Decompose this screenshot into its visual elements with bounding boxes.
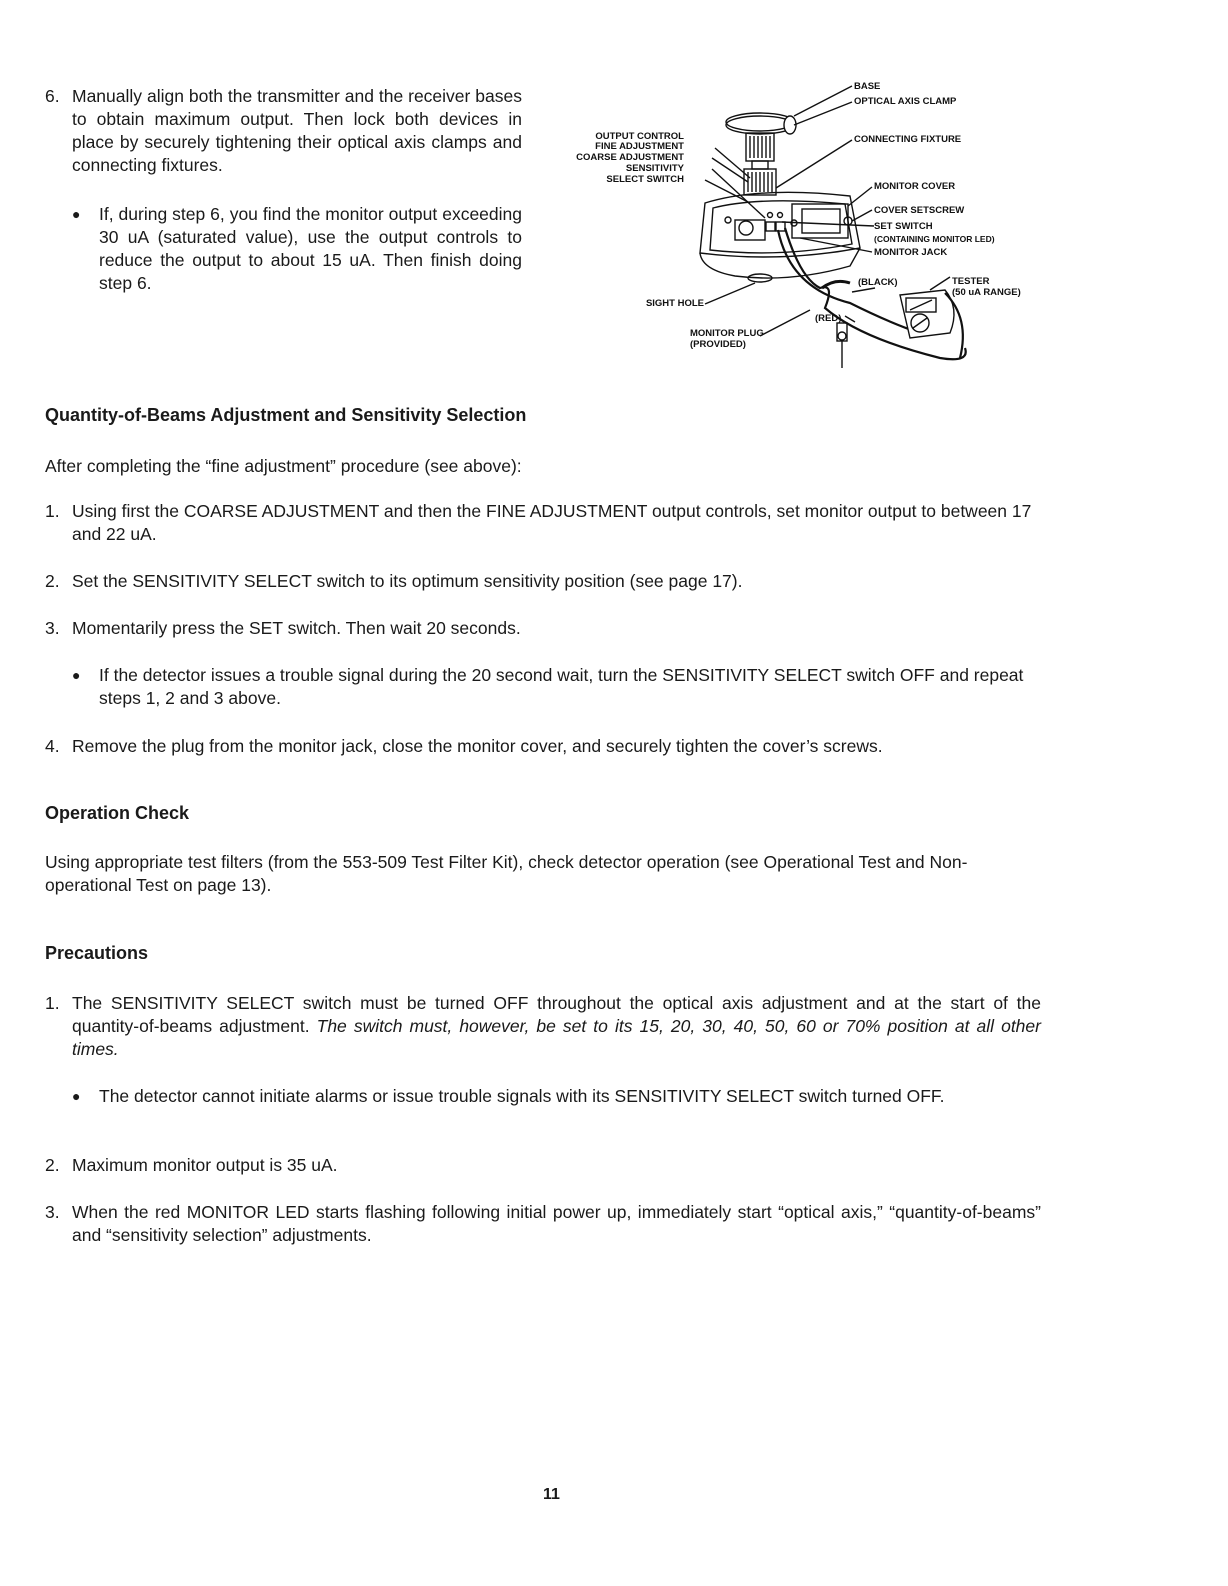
operation-check-text: Using appropriate test filters (from the 553-509 Test Filter Kit), check detector operation (see Operational Test and Non-operational Test on page 13). (45, 852, 968, 895)
list-item (45, 617, 1045, 640)
list-bullet-text: The detector cannot initiate alarms or issue trouble signals with its SENSITIVITY SELECT switch turned OFF. (99, 1086, 945, 1106)
list-number: 1. (45, 993, 60, 1013)
label-containing-monitor-led: (CONTAINING MONITOR LED) (874, 234, 995, 244)
label-base: BASE (854, 81, 881, 92)
label-red: (RED) (815, 313, 842, 324)
step-6 (45, 85, 522, 177)
page-number: 11 (543, 1486, 560, 1503)
step-6-number: 6. (45, 86, 60, 106)
list-text: Using first the COARSE ADJUSTMENT and then the FINE ADJUSTMENT output controls, set monitor output to between 17 and 22 uA. (72, 501, 1032, 544)
list-item (45, 570, 1045, 593)
list-number: 2. (45, 571, 60, 591)
label-cover-setscrew: COVER SETSCREW (874, 205, 965, 216)
label-monitor-cover: MONITOR COVER (874, 181, 956, 192)
list-text: Maximum monitor output is 35 uA. (72, 1155, 338, 1175)
section-heading-precautions: Precautions (45, 943, 149, 963)
list-text: Momentarily press the SET switch. Then wait 20 seconds. (72, 618, 521, 638)
list-text-italic: The switch must, however, be set to its 15, 20, 30, 40, 50, 60 or 70% position at all other times. (72, 1016, 1041, 1059)
list-number: 1. (45, 501, 60, 521)
list-number: 3. (45, 1202, 60, 1222)
list-text: When the red MONITOR LED starts flashing following initial power up, immediately start “optical axis,” “quantity-of-beams” and “sensitivity selection” adjustments. (72, 1202, 1041, 1245)
label-select-switch: SELECT SWITCH (606, 174, 684, 185)
label-set-switch: SET SWITCH (874, 221, 933, 232)
detector-diagram (560, 78, 1040, 378)
label-tester-range: (50 uA RANGE) (952, 287, 1021, 298)
label-fine-adjustment: FINE ADJUSTMENT (595, 141, 684, 152)
step-6-bullet (72, 203, 522, 295)
list-text: Set the SENSITIVITY SELECT switch to its optimum sensitivity position (see page 17). (72, 571, 743, 591)
list-item (45, 735, 1045, 758)
label-black: (BLACK) (858, 277, 898, 288)
label-connecting-fixture: CONNECTING FIXTURE (854, 134, 962, 145)
list-item (45, 1154, 1041, 1177)
list-number: 3. (45, 618, 60, 638)
label-output-control: OUTPUT CONTROL (595, 131, 684, 142)
list-bullet (72, 664, 1045, 710)
list-bullet-text: If the detector issues a trouble signal during the 20 second wait, turn the SENSITIVITY SELECT switch OFF and repeat steps 1, 2 and 3 above. (99, 665, 1024, 708)
list-item (45, 992, 1041, 1061)
label-provided: (PROVIDED) (690, 339, 746, 350)
detector-illustration (560, 78, 1040, 378)
list-item (45, 500, 1045, 546)
list-text: Remove the plug from the monitor jack, close the monitor cover, and securely tighten the cover’s screws. (72, 736, 883, 756)
step-6-text: Manually align both the transmitter and the receiver bases to obtain maximum output. Then lock both devices in place by securely tightening their optical axis clamps and connecting fixtures. (72, 86, 522, 175)
label-sensitivity: SENSITIVITY (625, 163, 684, 174)
list-bullet (72, 1085, 1041, 1108)
list-text: The SENSITIVITY SELECT switch must be turned OFF throughout the optical axis adjustment and at the start of the quantity-of-beams adjustment. (72, 993, 1041, 1036)
section-heading-quantity-of-beams: Quantity-of-Beams Adjustment and Sensitivity Selection (45, 405, 527, 425)
list-text-wrapper (45, 992, 1041, 1061)
label-monitor-plug: MONITOR PLUG (690, 328, 764, 339)
step-6-bullet-text: If, during step 6, you find the monitor output exceeding 30 uA (saturated value), use the output controls to reduce the output to about 15 uA. Then finish doing step 6. (99, 204, 522, 293)
label-optical-axis-clamp: OPTICAL AXIS CLAMP (854, 96, 957, 107)
bullet-icon: ● (72, 667, 81, 683)
section-heading-operation-check: Operation Check (45, 803, 190, 823)
list-number: 4. (45, 736, 60, 756)
list-number: 2. (45, 1155, 60, 1175)
label-monitor-jack: MONITOR JACK (874, 247, 948, 258)
label-tester: TESTER (952, 276, 990, 287)
section-intro: After completing the “fine adjustment” procedure (see above): (45, 456, 522, 476)
bullet-icon: ● (72, 1088, 81, 1104)
list-item (45, 1201, 1041, 1247)
label-sight-hole: SIGHT HOLE (645, 298, 704, 309)
bullet-icon: ● (72, 206, 81, 222)
label-coarse-adjustment: COARSE ADJUSTMENT (576, 152, 684, 163)
